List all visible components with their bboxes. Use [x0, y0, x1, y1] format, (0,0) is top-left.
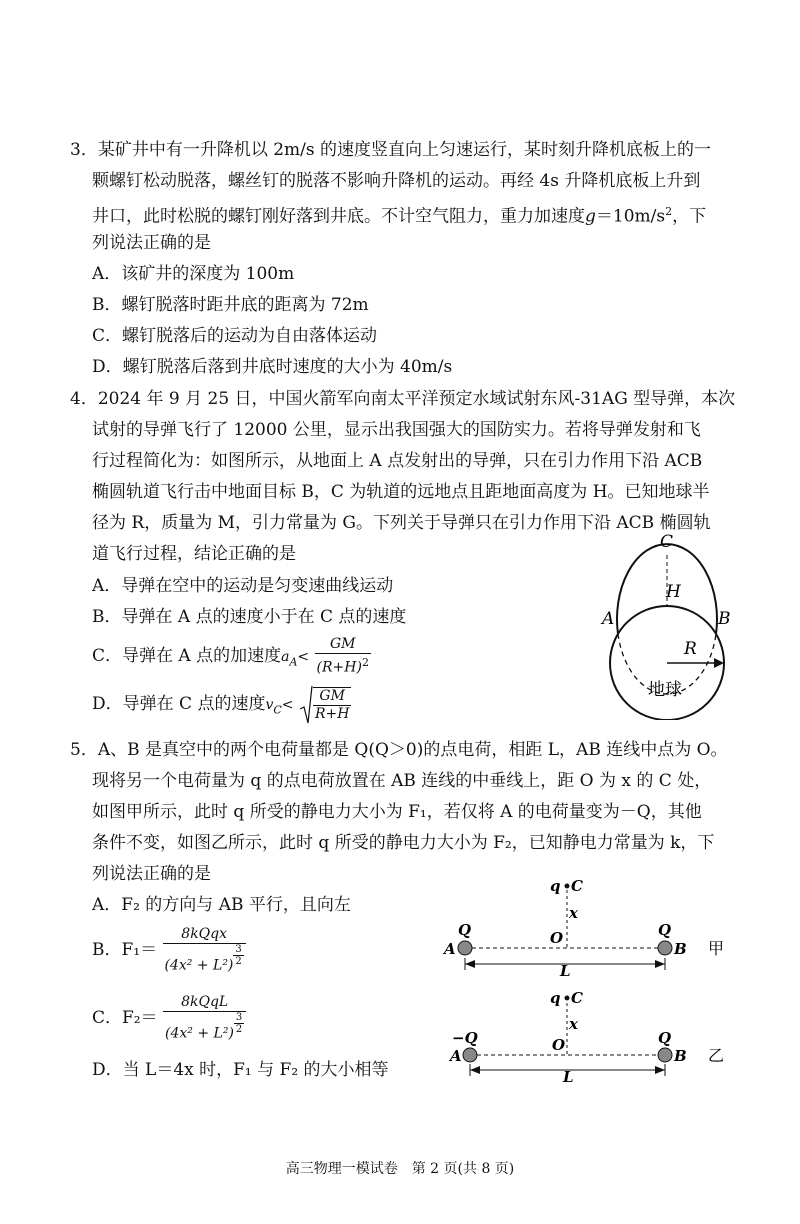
q4-option-c: C．导弹在 A 点的加速度$a_A<$ $\frac{GM}{(R+H)^2}$ — [92, 636, 369, 676]
q4-c-fraction: $\frac{GM}{(R+H)^2}$ — [316, 636, 369, 676]
svg-text:C: C — [571, 989, 583, 1007]
charge-B — [658, 941, 672, 955]
svg-text:C: C — [571, 877, 583, 895]
q3-option-d: D．螺钉脱落后落到井底时速度的大小为 40m/s — [92, 357, 453, 377]
page-footer: 高三物理一模试卷 第 2 页(共 8 页) — [285, 1161, 515, 1177]
svg-text:B: B — [674, 1047, 687, 1065]
svg-text:甲: 甲 — [708, 939, 725, 958]
svg-text:Q: Q — [658, 1029, 672, 1047]
svg-text:x: x — [569, 1015, 578, 1033]
q5-option-c: C．F₂＝ 8kQqL (4x² + L²) $\frac{3}{2}$ — [92, 994, 246, 1043]
q5-option-a: A．F₂ 的方向与 AB 平行，且向左 — [92, 895, 351, 915]
q4-line-3: 行过程简化为：如图所示，从地面上 A 点发射出的导弹，只在引力作用下沿 ACB — [92, 451, 703, 471]
label-R: R — [684, 639, 697, 659]
q4-line-4: 椭圆轨道飞行击中地面目标 B，C 为轨道的远地点且距地面高度为 H。已知地球半 — [92, 482, 710, 502]
q4-line-2: 试射的导弹飞行了 12000 公里，显示出我国强大的国防实力。若将导弹发射和飞 — [92, 420, 701, 440]
svg-text:Q: Q — [658, 921, 672, 939]
charge-A-neg — [463, 1048, 477, 1062]
label-B: B — [718, 609, 731, 629]
label-C: C — [660, 532, 674, 552]
q3-line-2: 颗螺钉松动脱落，螺丝钉的脱落不影响升降机的运动。再经 4s 升降机底板上升到 — [92, 171, 701, 191]
q3-option-b: B．螺钉脱落时距井底的距离为 72m — [92, 295, 369, 315]
q4-orbit-figure — [590, 530, 750, 720]
q5-c-fraction: 8kQqL (4x² + L²) $\frac{3}{2}$ — [163, 994, 246, 1043]
q5-b-fraction: 8kQqx (4x² + L²) $\frac{3}{2}$ — [163, 926, 246, 975]
label-H: H — [666, 582, 681, 602]
q5-option-d: D．当 L＝4x 时，F₁ 与 F₂ 的大小相等 — [92, 1060, 389, 1080]
q4-d-sqrt: $\frac{GM}{R+H}$ — [299, 684, 351, 725]
svg-text:A: A — [450, 1047, 462, 1065]
q4-option-a: A．导弹在空中的运动是匀变速曲线运动 — [92, 576, 394, 596]
q3-line-4: 列说法正确的是 — [92, 233, 211, 253]
q3-option-c: C．螺钉脱落后的运动为自由落体运动 — [92, 326, 378, 346]
q5-line-5: 列说法正确的是 — [92, 864, 211, 884]
svg-text:Q: Q — [458, 921, 472, 939]
label-earth: 地球 — [648, 680, 682, 700]
q4-option-b: B．导弹在 A 点的速度小于在 C 点的速度 — [92, 607, 407, 627]
charge-B-2 — [658, 1048, 672, 1062]
q3-option-a: A．该矿井的深度为 100m — [92, 264, 295, 284]
q4-line-1: 4．2024 年 9 月 25 日，中国火箭军向南太平洋预定水域试射东风-31AG 型导弹，本次 — [70, 389, 736, 409]
svg-text:L: L — [560, 962, 571, 980]
q3-line-3: 井口，此时松脱的螺钉刚好落到井底。不计空气阻力，重力加速度$g=10m/s^2$，下 — [92, 205, 707, 227]
q5-line-2: 现将另一个电荷量为 q 的点电荷放置在 AB 连线的中垂线上，距 O 为 x 的 C 处， — [92, 771, 712, 791]
svg-text:q: q — [550, 989, 561, 1007]
radius-arrowhead — [714, 658, 724, 668]
q4-option-d: D．导弹在 C 点的速度$v_C<$ $\frac{GM}{R+H}$ — [92, 684, 351, 730]
svg-text:乙: 乙 — [708, 1046, 725, 1065]
svg-text:O: O — [552, 1036, 566, 1054]
q5-line-3: 如图甲所示，此时 q 所受的静电力大小为 F₁，若仅将 A 的电荷量变为－Q，其他 — [92, 802, 702, 822]
svg-text:q: q — [550, 877, 561, 895]
svg-text:L: L — [563, 1068, 574, 1085]
q5-line-4: 条件不变，如图乙所示，此时 q 所受的静电力大小为 F₂，已知静电力常量为 k，下 — [92, 833, 715, 853]
q5-figure-jia — [430, 872, 730, 980]
q4-line-5: 径为 R，质量为 M，引力常量为 G。下列关于导弹只在引力作用下沿 ACB 椭圆轨 — [92, 513, 711, 533]
q5-option-b: B．F₁＝ 8kQqx (4x² + L²) $\frac{3}{2}$ — [92, 926, 246, 975]
svg-text:A: A — [444, 940, 456, 958]
charge-A — [458, 941, 472, 955]
q3-line-1: 3．某矿井中有一升降机以 2m/s 的速度竖直向上匀速运行，某时刻升降机底板上的一 — [70, 140, 712, 160]
q4-line-6: 道飞行过程，结论正确的是 — [92, 544, 296, 564]
svg-text:B: B — [674, 940, 687, 958]
label-A: A — [602, 609, 615, 629]
q5-line-1: 5．A、B 是真空中的两个电荷量都是 Q(Q＞0)的点电荷，相距 L，AB 连线中点为 O。 — [70, 740, 728, 760]
svg-text:−Q: −Q — [452, 1029, 478, 1047]
svg-text:O: O — [550, 929, 564, 947]
svg-text:x: x — [569, 904, 578, 922]
q5-figure-yi — [430, 985, 730, 1085]
